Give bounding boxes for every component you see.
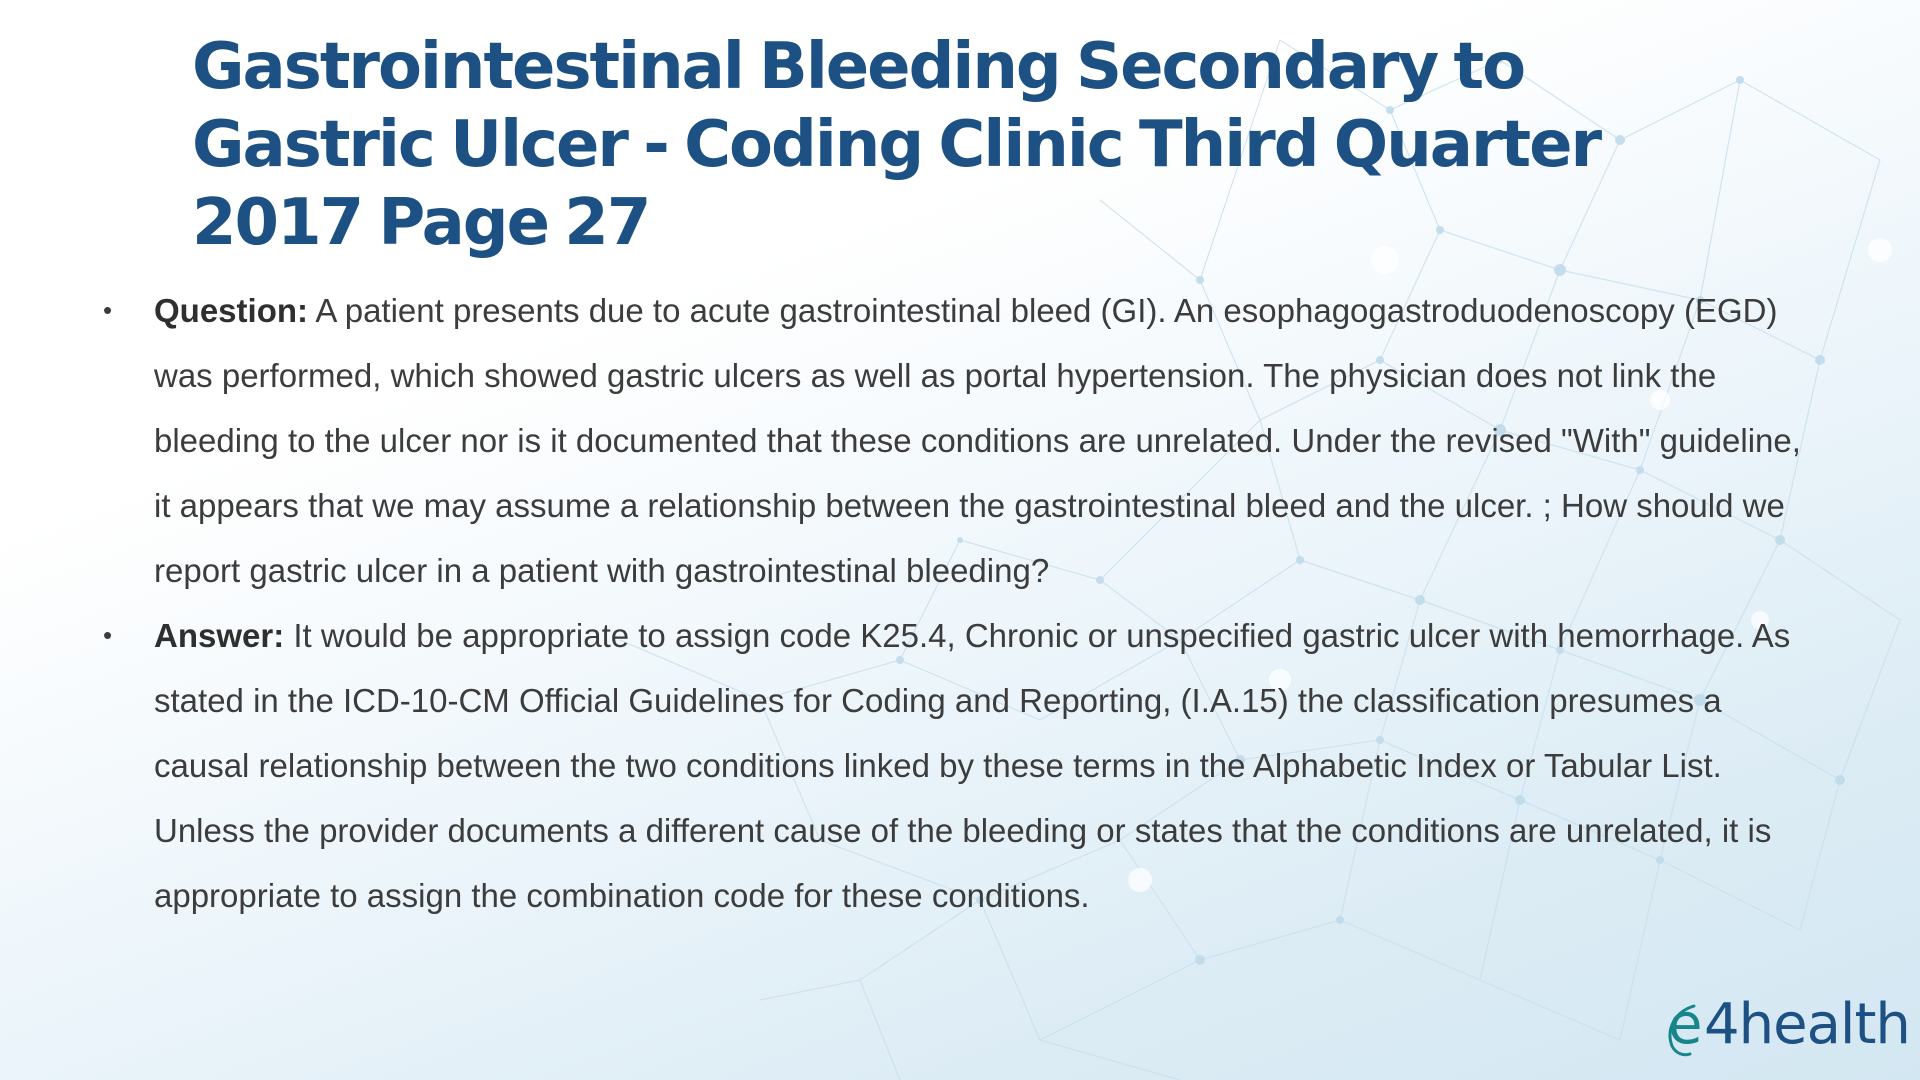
answer-bullet — [100, 603, 1820, 928]
bullet-dot-icon: • — [103, 620, 113, 650]
e4health-logo — [1668, 992, 1910, 1060]
question-bullet — [100, 278, 1820, 603]
bullet-list — [100, 278, 1820, 928]
question-text: A patient presents due to acute gastrointestinal bleed (GI). An esophagogastroduodenoscopy (EGD) was performed, which showed gastric ulcers as well as portal hypertension. The physician does not link the bleeding to the ulcer nor is it documented that these conditions are unrelated. Under the revised "With" guideline, it appears that we may assume a relationship between the gastrointestinal bleed and the ulcer. ; How should we report gastric ulcer in a patient with gastrointestinal bleeding? — [154, 292, 1801, 589]
slide-title: Gastrointestinal Bleeding Secondary to Gastric Ulcer - Coding Clinic Third Quarter 2017 Page 27 — [192, 30, 1601, 260]
logo-e: e — [1668, 992, 1703, 1057]
logo-wordmark: 4health — [1704, 992, 1910, 1057]
answer-label: Answer: — [154, 617, 285, 654]
bullet-dot-icon: • — [103, 295, 113, 325]
question-label: Question: — [154, 292, 308, 329]
answer-text: It would be appropriate to assign code K25.4, Chronic or unspecified gastric ulcer with hemorrhage. As stated in the ICD-10-CM Official Guidelines for Coding and Reporting, (I.A.15) the classification presumes a causal relationship between the two conditions linked by these terms in the Alphabetic Index or Tabular List. Unless the provider documents a different cause of the bleeding or states that the conditions are unrelated, it is appropriate to assign the combination code for these conditions. — [154, 617, 1791, 914]
